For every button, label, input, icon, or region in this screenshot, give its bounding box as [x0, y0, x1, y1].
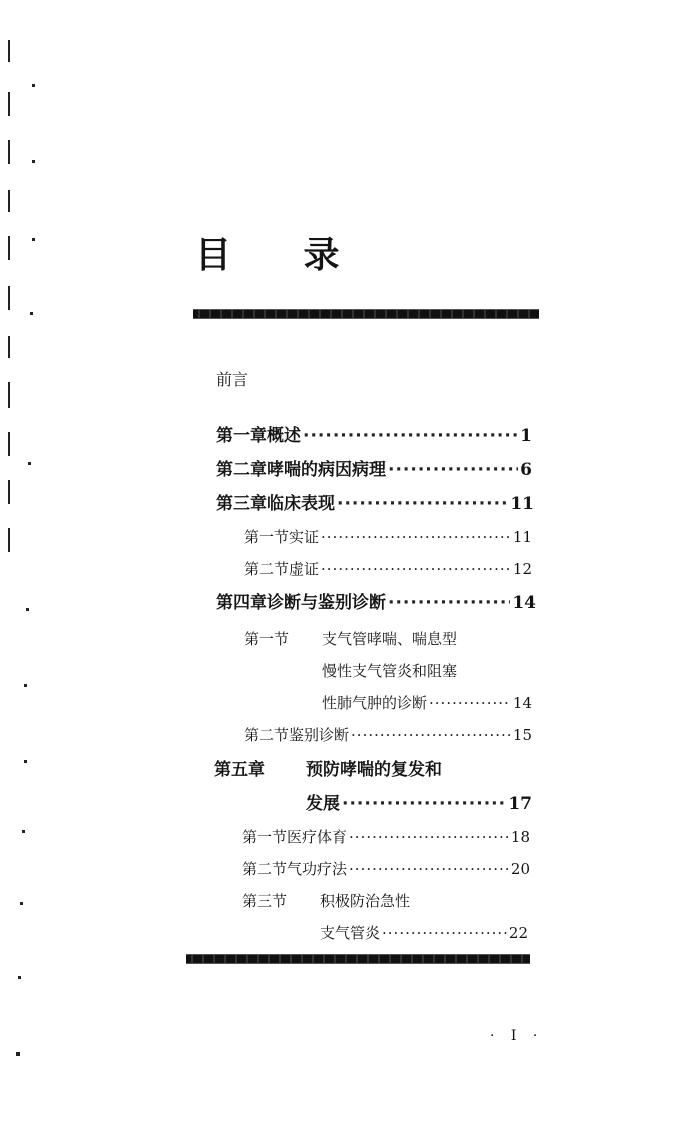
toc-section-5-3	[242, 894, 410, 909]
toc-chapter-1	[216, 428, 532, 445]
toc-page-number: 14	[512, 593, 536, 613]
toc-page-number: 14	[512, 694, 532, 712]
toc-title: 支气管哮喘、喘息型	[322, 630, 458, 648]
page-number: · I ·	[490, 1028, 544, 1044]
toc-title: 积极防治急性	[320, 892, 411, 910]
toc-leader-dots	[388, 595, 510, 612]
toc-title: 虚证	[289, 560, 320, 578]
toc-label: 第二节	[242, 860, 288, 878]
toc-title: 概述	[267, 426, 301, 446]
toc-leader-dots	[303, 428, 518, 445]
bottom-rule	[186, 954, 530, 964]
toc-leader-dots	[429, 696, 511, 711]
toc-title: 鉴别诊断	[289, 726, 350, 744]
toc-label: 第三节	[242, 892, 288, 910]
toc-page-number: 15	[512, 726, 532, 744]
toc-section-3-2	[244, 562, 532, 577]
toc-page-number: 17	[508, 794, 532, 814]
toc-section-4-1-cont	[322, 664, 457, 679]
toc-page-number: 22	[508, 924, 528, 942]
toc-label: 第一节	[244, 528, 290, 546]
toc-section-4-1-cont	[322, 696, 532, 711]
toc-label: 第一节	[242, 828, 288, 846]
toc-label: 第一章	[216, 426, 267, 446]
toc-page-number: 18	[510, 828, 530, 846]
toc-title: 实证	[289, 528, 320, 546]
toc-page-number: 11	[512, 528, 532, 546]
toc-title: 预防哮喘的复发和	[306, 760, 442, 780]
toc-leader-dots	[321, 562, 511, 577]
toc-page-number: 1	[520, 426, 532, 446]
toc-title: 气功疗法	[287, 860, 348, 878]
toc-page-number: 12	[512, 560, 532, 578]
toc-title: 医疗体育	[287, 828, 348, 846]
toc-leader-dots	[337, 496, 508, 513]
toc-chapter-3	[216, 496, 534, 513]
toc-label: 第三章	[216, 494, 267, 514]
toc-page-number: 6	[520, 460, 532, 480]
page-title: 目 录	[195, 235, 370, 276]
toc-title: 临床表现	[267, 494, 335, 514]
toc-title: 发展	[306, 794, 340, 814]
toc-leader-dots	[382, 926, 507, 941]
toc-section-5-3-cont	[320, 926, 528, 941]
toc-title: 诊断与鉴别诊断	[267, 593, 386, 613]
toc-title: 慢性支气管炎和阻塞	[322, 662, 458, 680]
toc-label: 第五章	[214, 760, 265, 780]
toc-page-number: 20	[510, 860, 530, 878]
toc-chapter-4	[216, 595, 536, 612]
toc-label: 第二节	[244, 726, 290, 744]
toc-title: 哮喘的病因病理	[267, 460, 386, 480]
toc-chapter-5-cont	[306, 796, 532, 813]
toc-section-5-1	[242, 830, 530, 845]
toc-label: 第二节	[244, 560, 290, 578]
toc-leader-dots	[349, 862, 509, 877]
toc-label: 第一节	[244, 630, 290, 648]
toc-leader-dots	[342, 796, 506, 813]
toc-section-3-1	[244, 530, 532, 545]
toc-chapter-5	[214, 762, 442, 779]
toc-title: 性肺气肿的诊断	[322, 694, 428, 712]
toc-preface-title: 前言	[216, 370, 249, 389]
toc-chapter-2	[216, 462, 532, 479]
toc-leader-dots	[321, 530, 511, 545]
toc-title: 支气管炎	[320, 924, 381, 942]
toc-leader-dots	[349, 830, 509, 845]
toc-section-5-2	[242, 862, 530, 877]
toc-preface	[216, 372, 248, 388]
toc-leader-dots	[388, 462, 518, 479]
toc-section-4-1	[244, 632, 457, 647]
toc-label: 第二章	[216, 460, 267, 480]
toc-page-number: 11	[510, 494, 534, 514]
toc-label: 第四章	[216, 593, 267, 613]
toc-leader-dots	[351, 728, 511, 743]
toc-section-4-2	[244, 728, 532, 743]
